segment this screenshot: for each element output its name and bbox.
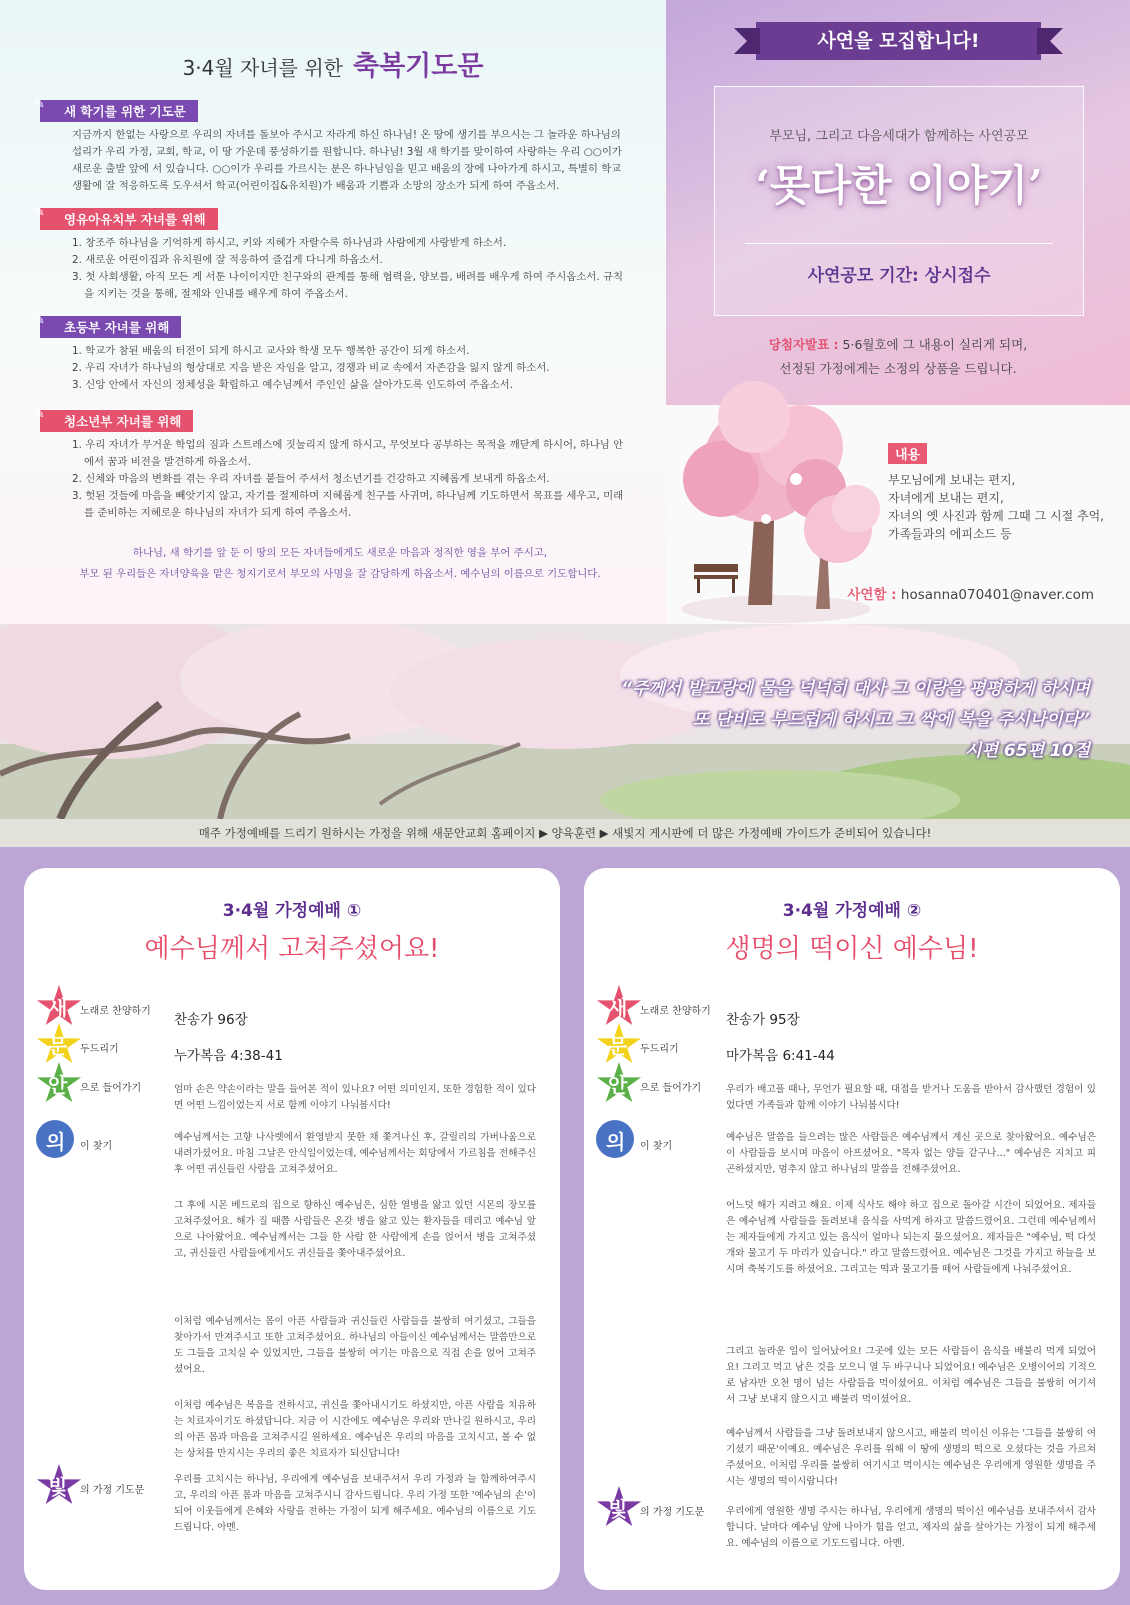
- section-youth: [34, 407, 630, 522]
- prayer-title-emphasis: 축복기도문: [353, 51, 484, 82]
- pin-icon: ✎: [34, 205, 45, 220]
- step-praise: 새 노래로 찬양하기: [36, 985, 166, 1025]
- step-enter: 안 으로 들어가기: [596, 1062, 726, 1102]
- family-prayer: 우리에게 영원한 생명 주시는 하나님, 우리에게 생명의 떡이신 예수님을 보내주셔서 감사합니다. 날마다 예수님 앞에 나아가 힘을 얻고, 제자의 삶을 살아가는 가정이 되게 해주세요. 예수님의 이름으로 기도드립니다. 아멘.: [726, 1506, 1096, 1549]
- section-heading: ✎ 초등부 자녀를 위해: [40, 316, 181, 338]
- hymn: 찬송가 95장: [726, 1012, 800, 1028]
- story-paragraph: 이처럼 예수님은 복음을 전하시고, 귀신을 쫓아내시기도 하셨지만, 아픈 사람을 치유하는 치료자이기도 하셨답니다. 지금 이 시간에도 예수님은 우리와 만나길 원하시고, 우리의 아픈 몸과 마음을 고쳐주시길 원하세요. 예수님은 우리의 마음을 고치시고, 볼 수 없는 상처를 만지시는 우리의 좋은 치료자가 되신답니다!: [174, 1400, 536, 1459]
- story-paragraph: 그 후에 시몬 베드로의 집으로 향하신 예수님은, 심한 열병을 앓고 있던 시몬의 장모를 고쳐주셨어요. 해가 질 때쯤 사람들은 온갖 병을 앓고 있는 환자들을 데리고 예수님 앞으로 나아왔어요. 예수님께서는 그들 한 사람 한 사람에게 손을 얹어서 병을 고쳐주셨고, 귀신들린 사람들에게서도 귀신들을 쫓아내주셨어요.: [174, 1200, 536, 1259]
- list-item: 3. 신앙 안에서 자신의 정체성을 확립하고 예수님께서 주인인 삶을 살아가도록 인도하여 주옵소서.: [72, 379, 514, 391]
- step-meaning: 의 이 찾기: [596, 1120, 726, 1160]
- family-worship-section: [0, 847, 1130, 1605]
- pin-icon: ✎: [34, 97, 45, 112]
- worship-headline: 예수님께서 고쳐주셨어요!: [144, 934, 440, 964]
- story-paragraph: 어느덧 해가 지려고 해요. 이제 식사도 해야 하고 집으로 돌아갈 시간이 되었어요. 제자들은 예수님께 사람들을 돌려보내 음식을 사먹게 하자고 말씀드렸어요. 그런데 예수님께서는 제자들에게 가지고 있는 음식이 얼마나 되는지 물으셨어요. 제자들은 "예수님, 떡 다섯 개와 물고기 두 마리가 있습니다." 라고 말씀드렸어요. 예수님은 그것을 가지고 하늘을 보시며 축복기도를 하셨어요. 그리고는 떡과 물고기를 떼어 사람들에게 나눠주셨어요.: [726, 1200, 1096, 1275]
- content-label: 내용: [888, 443, 927, 464]
- pin-icon: ✎: [34, 407, 45, 422]
- step-prayer: 빛 의 가정 기도문: [596, 1486, 726, 1526]
- list-item: 2. 신체와 마음의 변화를 겪는 우리 자녀를 붙들어 주셔서 청소년기를 건강하고 지혜롭게 보내게 하옵소서.: [72, 473, 550, 485]
- submission-email: 사연함 : hosanna070401@naver.com: [847, 587, 1094, 603]
- list-item: 1. 창조주 하나님을 기억하게 하시고, 키와 지혜가 자랄수록 하나님과 사람에게 사랑받게 하소서.: [72, 237, 507, 249]
- section-heading: ✎ 새 학기를 위한 기도문: [40, 100, 198, 122]
- scripture: 마가복음 6:41-44: [726, 1048, 835, 1064]
- pin-icon: ✎: [34, 313, 45, 328]
- step-knock: 문 두드리기: [596, 1023, 726, 1063]
- list-item: 1. 우리 자녀가 무거운 학업의 짐과 스트레스에 짓눌리지 않게 하시고, 무엇보다 공부하는 목적을 깨닫게 하시어, 하나님 안에서 꿈과 비전을 발견하게 하옵소서.: [72, 439, 624, 468]
- email-link[interactable]: hosanna070401@naver.com: [900, 587, 1094, 603]
- story-contest-panel: [666, 0, 1130, 405]
- section-body: [40, 343, 630, 394]
- section-body: [40, 437, 630, 522]
- scripture-quote: “주께서 밭고랑에 물을 넉넉히 대사 그 이랑을 평평하게 하시며 또 단비로 부드럽게 하시고 그 싹에 복을 주시나이다” 시편 65편 10절: [621, 674, 1090, 767]
- step-knock: 문 두드리기: [36, 1023, 166, 1063]
- story-paragraph: 그리고 놀라운 일이 일어났어요! 그곳에 있는 모든 사람들이 음식을 배불리 먹게 되었어요! 그리고 먹고 남은 것을 모으니 열 두 바구니나 되었어요! 예수님은 오병이어의 기적으로 남자만 오천 명이 넘는 사람들을 먹이셨어요. 이처럼 예수님은 그들을 불쌍히 여기셔서 그냥 보내지 않으시고 배불리 먹이셨어요.: [726, 1346, 1096, 1405]
- section-heading: ✎ 청소년부 자녀를 위해: [40, 410, 193, 432]
- content-list: 부모님에게 보내는 편지, 자녀에게 보내는 편지, 자녀의 옛 사진과 함께 그때 그 시절 추억, 가족들과의 에피소드 등: [888, 473, 1104, 541]
- story-paragraph: 예수님은 말씀을 들으려는 많은 사람들은 예수님께서 계신 곳으로 찾아왔어요. 예수님은 이 사람들을 보시며 마음이 아프셨어요. "목자 없는 양들 같구나…" 예수님은 지치고 피곤하셨지만, 멈추지 않고 하나님의 말씀을 전해주셨어요.: [726, 1132, 1096, 1175]
- contest-subtitle: 부모님, 그리고 다음세대가 함께하는 사연공모: [769, 129, 1029, 144]
- hymn: 찬송가 96장: [174, 1012, 248, 1028]
- recruit-ribbon: 사연을 모집합니다!: [756, 22, 1041, 60]
- section-heading: ✎ 영유아유치부 자녀를 위해: [40, 208, 218, 230]
- step-enter: 안 으로 들어가기: [36, 1062, 166, 1102]
- list-item: 1. 학교가 참된 배움의 터전이 되게 하시고 교사와 학생 모두 행복한 공간이 되게 하소서.: [72, 345, 470, 357]
- contest-frame: [714, 86, 1084, 316]
- section-body: [40, 235, 630, 303]
- list-item: 3. 첫 사회생활, 아직 모든 게 서툰 나이이지만 친구와의 관계를 통해 협력을, 양보를, 배려를 배우게 하여 주시옵소서. 규칙을 지키는 것을 통해, 절제와 인내를 배우게 하여 주옵소서.: [72, 271, 624, 300]
- worship-card-2: [584, 868, 1120, 1590]
- scripture-reference: 시편 65편 10절: [965, 741, 1090, 761]
- contest-title: ‘못다한 이야기’: [755, 161, 1043, 210]
- section-new-semester: [34, 97, 630, 195]
- family-prayer: 우리를 고치시는 하나님, 우리에게 예수님을 보내주셔서 우리 가정과 늘 함께하여주시고, 우리의 아픈 몸과 마음을 고쳐주시니 감사드립니다. 우리 가정 또한 '예수님의 손'이 되어 이웃들에게 은혜와 사랑을 전하는 가정이 되게 해주세요. 예수님의 이름으로 기도드립니다. 아멘.: [174, 1474, 536, 1533]
- worship-card-1: [24, 868, 560, 1590]
- winner-notice: 당첨자발표 : 5·6월호에 그 내용이 실리게 되며, 선정된 가정에게는 소정의 상품을 드립니다.: [768, 337, 1028, 376]
- opening-question: 우리가 배고플 때나, 무언가 필요할 때, 대접을 받거나 도움을 받아서 감사했던 경험이 있었다면 가족들과 함께 이야기 나눠봅시다!: [726, 1084, 1096, 1111]
- closing-prayer: 하나님, 새 학기를 앞 둔 이 땅의 모든 자녀들에게도 새로운 마음과 정직한 영을 부어 주시고, 부모 된 우리들은 자녀양육을 맡은 청지기로서 부모의 사명을 잘 감당하게 하옵소서. 예수님의 이름으로 기도합니다.: [79, 547, 601, 580]
- section-elementary: [34, 313, 630, 394]
- step-praise: 새 노래로 찬양하기: [596, 985, 726, 1025]
- opening-question: 엄마 손은 약손이라는 말을 들어본 적이 있나요? 어떤 의미인지, 또한 경험한 적이 있다면 어떤 느낌이었는지 서로 함께 이야기 나눠봅시다!: [174, 1084, 536, 1111]
- step-meaning: 의 이 찾기: [36, 1120, 166, 1160]
- step-prayer: 빛 의 가정 기도문: [36, 1464, 166, 1504]
- list-item: 2. 새로운 어린이집과 유치원에 잘 적응하여 즐겁게 다니게 하옵소서.: [72, 254, 383, 266]
- section-preschool: [34, 205, 630, 303]
- info-strip: 매주 가정예배를 드리기 원하시는 가정을 위해 새문안교회 홈페이지 ▶ 양육훈련 ▶ 새빛지 게시판에 더 많은 가정예배 가이드가 준비되어 있습니다!: [0, 819, 1130, 847]
- prayer-title: 3·4월 자녀를 위한 축복기도문: [182, 51, 484, 82]
- section-body: 지금까지 한없는 사랑으로 우리의 자녀를 돌보아 주시고 자라게 하신 하나님! 온 땅에 생기를 부으시는 그 놀라운 하나님의 섭리가 우리 가정, 교회, 학교, 이 땅 가운데 풍성하기를 원합니다. 하나님! 3월 새 학기를 맞이하여 사랑하는 우리 ○○이가 새로운 출발 앞에 서 있습니다. ○○이가 우리를 가르시는 분은 하나님임을 믿고 배움의 장에 나아가게 하시고, 특별히 학교생활에 잘 적응하도록 도우셔서 학교(어린이집&유치원)가 배움과 기쁨과 소망의 장소가 되게 하여 주옵소서.: [72, 129, 622, 192]
- worship-title: 3·4월 가정예배 ①: [222, 901, 362, 921]
- divider: [745, 243, 1053, 244]
- story-paragraph: 예수님께서 사람들을 그냥 돌려보내지 않으시고, 배불리 먹이신 이유는 '그들을 불쌍히 여기셨기 때문'이예요. 예수님은 우리를 위해 이 땅에 생명의 떡으로 오셨다는 것을 가르쳐 주셨어요. 이처럼 우리를 불쌍히 여기시고 먹이시는 예수님은 우리에게 영원한 생명을 주시는 생명의 떡이시랍니다!: [726, 1428, 1096, 1487]
- prayer-panel: [0, 0, 666, 624]
- list-item: 2. 우리 자녀가 하나님의 형상대로 지음 받은 자임을 알고, 경쟁과 비교 속에서 자존감을 잃지 않게 하소서.: [72, 362, 550, 374]
- worship-headline: 생명의 떡이신 예수님!: [725, 934, 979, 964]
- story-paragraph: 이처럼 예수님께서는 몸이 아픈 사람들과 귀신들린 사람들을 불쌍히 여기셨고, 그들을 찾아가서 만져주시고 또한 고쳐주셨어요. 하나님의 아들이신 예수님께서는 말씀만으로도 그들을 고치실 수 있었지만, 그들을 불쌍히 여기는 마음으로 직접 손을 얹어 고쳐주셨어요.: [174, 1316, 536, 1375]
- scripture: 누가복음 4:38-41: [174, 1048, 283, 1064]
- notice-label: 당첨자발표 :: [768, 337, 839, 352]
- worship-title: 3·4월 가정예배 ②: [782, 901, 922, 921]
- contest-detail: [666, 405, 1130, 624]
- contest-period: 사연공모 기간: 상시접수: [807, 266, 991, 286]
- list-item: 3. 헛된 것들에 마음을 빼앗기지 않고, 자기를 절제하며 지혜롭게 친구를 사귀며, 하나님께 기도하면서 목표를 세우고, 미래를 준비하는 지혜로운 하나님의 자녀가 되게 하여 주옵소서.: [72, 490, 624, 519]
- story-paragraph: 예수님께서는 고향 나사렛에서 환영받지 못한 채 쫓겨나신 후, 갈릴리의 가버나움으로 내려가셨어요. 마침 그날은 안식일이었는데, 예수님께서는 회당에서 가르침을 전해주신 후 어떤 귀신들린 사람을 고쳐주셨어요.: [174, 1132, 536, 1175]
